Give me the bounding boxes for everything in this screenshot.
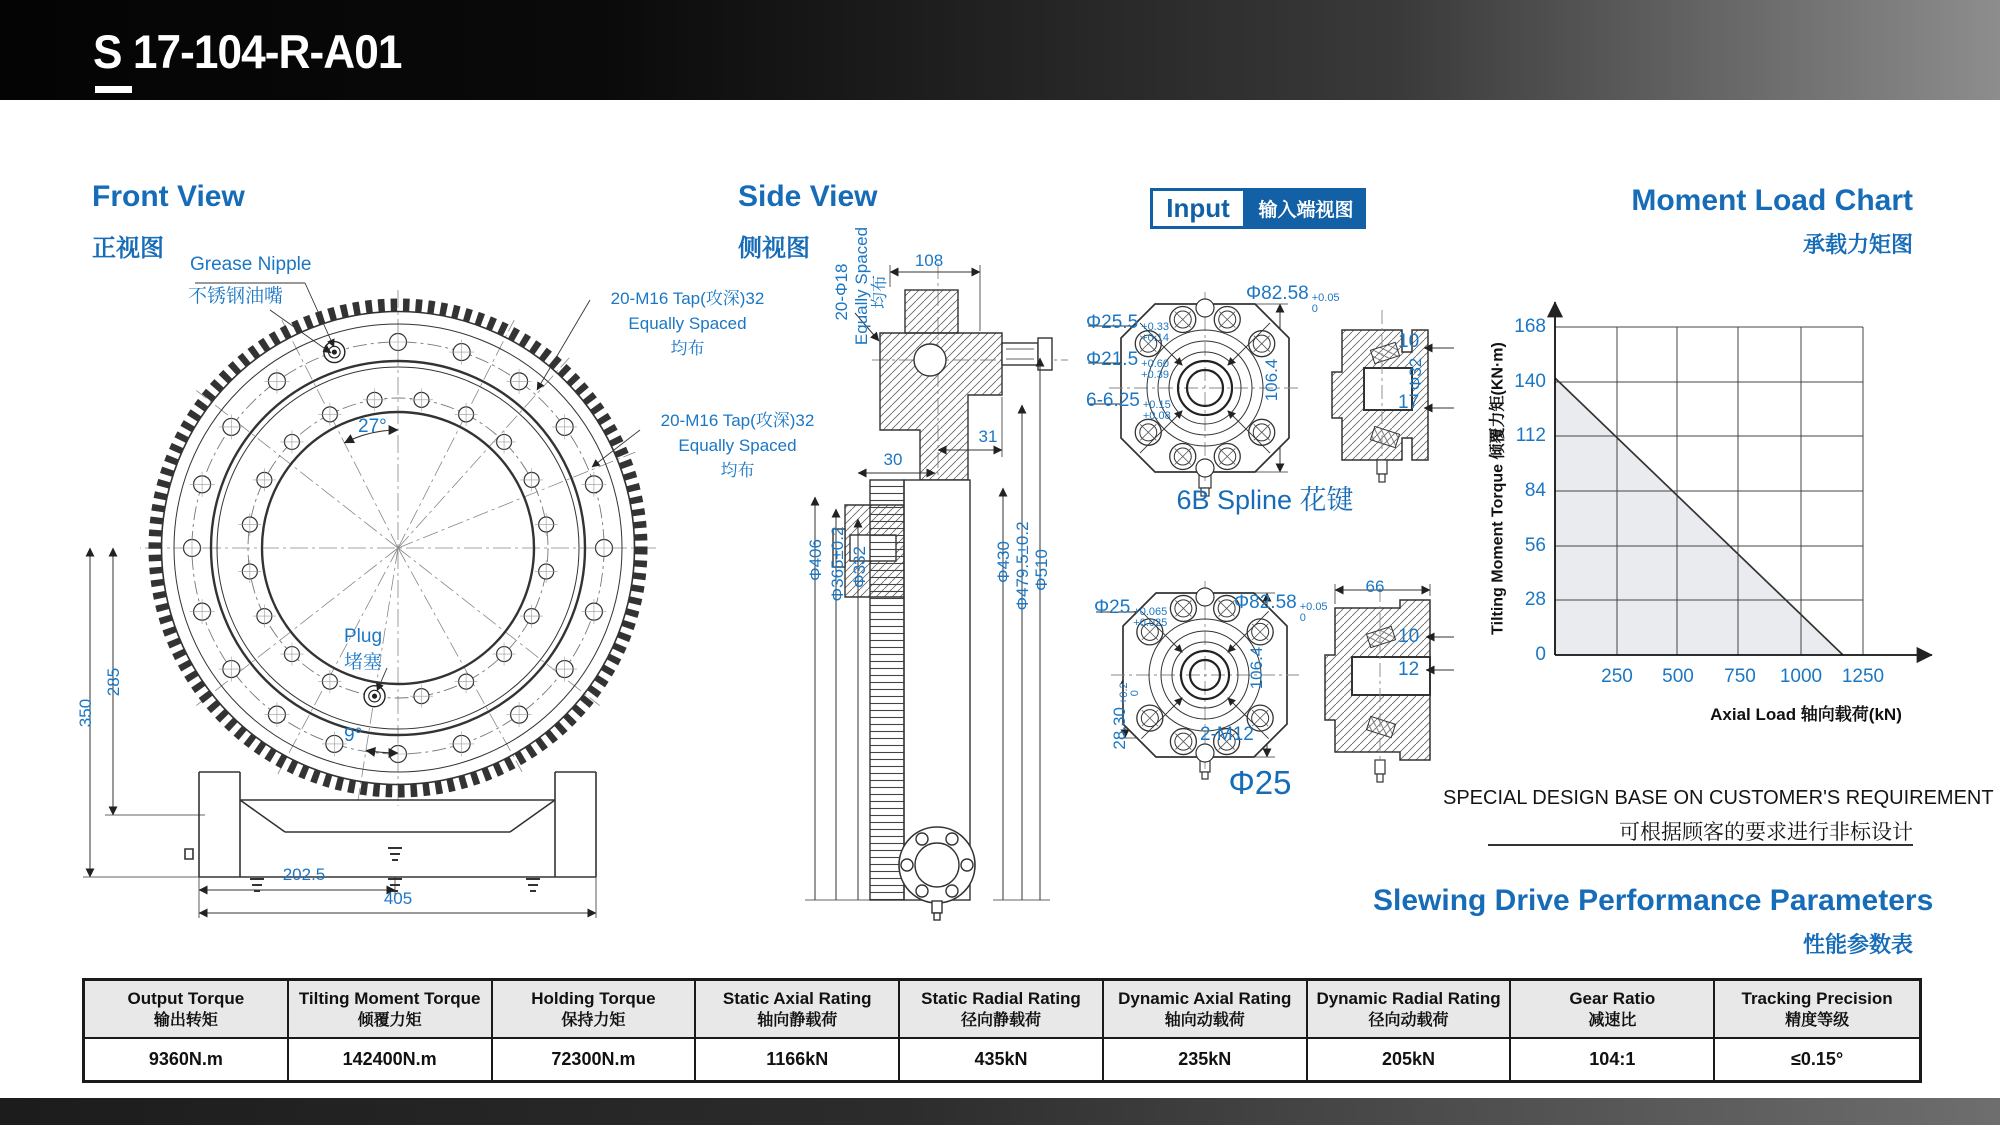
table-value-static-radial: 435kN (900, 1039, 1104, 1080)
side-holes-l2: Equally Spaced (852, 226, 871, 346)
model-underline (95, 86, 132, 93)
dim-phi82-25: Φ82.58 +0.05 0 (1234, 592, 1328, 624)
ytick-0: 0 (1535, 644, 1546, 665)
note-divider (1488, 844, 1913, 846)
performance-title: Slewing Drive Performance Parameters (1373, 884, 1934, 917)
dim-phi25-in: Φ25 +0.065 +0.025 (1094, 597, 1168, 629)
side-view-title: Side View (738, 180, 878, 213)
chart-ylabel: Tilting Moment Torque 倾覆力矩(KN·m) (1489, 342, 1507, 635)
ytick-56: 56 (1524, 535, 1546, 556)
xtick-500: 500 (1662, 666, 1694, 687)
dim-202-5: 202.5 (282, 865, 326, 884)
ytick-84: 84 (1524, 480, 1546, 501)
input-view-badge (1150, 188, 1366, 229)
footer-bar (0, 1098, 2000, 1125)
ytick-112: 112 (1515, 425, 1546, 446)
side-holes-l1: 20-Φ18 (832, 263, 851, 321)
spline-6b-caption: 6B Spline 花键 (1176, 485, 1354, 515)
side-view-subtitle: 侧视图 (738, 235, 810, 262)
dim-phi82-6b: Φ82.58 +0.05 0 (1246, 283, 1340, 315)
spline-25-caption: Φ25 (1228, 764, 1292, 801)
table-header-gear-ratio: Gear Ratio 减速比 (1511, 981, 1715, 1039)
dim-108: 108 (914, 251, 944, 270)
dim-106-25: 106.4 (1247, 646, 1266, 690)
dim-phi25-5: Φ25.5 +0.33 +0.14 (1086, 312, 1169, 344)
input-badge-zh: 输入端视图 (1246, 188, 1366, 229)
dim-510: Φ510 (1032, 549, 1051, 591)
tap-callout-1: 20-M16 Tap(攻深)32 Equally Spaced 均布 (610, 289, 765, 358)
dim-10-6b: 10 (1398, 331, 1420, 352)
dim-285: 285 (104, 667, 123, 697)
dim-106-6b: 106.4 (1262, 358, 1281, 402)
xtick-1000: 1000 (1779, 666, 1823, 687)
dim-10-25: 10 (1398, 626, 1420, 647)
angle-27-label: 27° (358, 416, 387, 437)
table-header-dynamic-axial: Dynamic Axial Rating 轴向动载荷 (1104, 981, 1308, 1039)
xtick-750: 750 (1724, 666, 1756, 687)
table-header-tilting-moment: Tilting Moment Torque 倾覆力矩 (289, 981, 493, 1039)
chart-xlabel: Axial Load 轴向载荷(kN) (1710, 705, 1902, 724)
tap-callout-2: 20-M16 Tap(攻深)32 Equally Spaced 均布 (660, 411, 815, 480)
dim-2-m12: 2-M12 (1200, 724, 1254, 745)
dim-30: 30 (883, 450, 903, 469)
table-header-dynamic-radial: Dynamic Radial Rating 径向动载荷 (1308, 981, 1512, 1039)
table-value-tilting-moment: 142400N.m (289, 1039, 493, 1080)
side-holes-l3: 均布 (870, 275, 889, 309)
table-value-dynamic-axial: 235kN (1104, 1039, 1308, 1080)
table-header-tracking-precision: Tracking Precision 精度等级 (1715, 981, 1919, 1039)
dim-430: Φ430 (994, 541, 1013, 583)
model-number: S 17-104-R-A01 (93, 25, 402, 78)
ytick-140: 140 (1514, 371, 1546, 392)
xtick-250: 250 (1601, 666, 1633, 687)
table-value-tracking-precision: ≤0.15° (1715, 1039, 1919, 1080)
performance-subtitle: 性能参数表 (1802, 932, 1913, 957)
front-view-title: Front View (92, 180, 245, 213)
table-value-dynamic-radial: 205kN (1308, 1039, 1512, 1080)
table-header-output-torque: Output Torque 输出转矩 (85, 981, 289, 1039)
table-header-holding-torque: Holding Torque 保持力矩 (493, 981, 697, 1039)
ytick-28: 28 (1524, 589, 1546, 610)
dim-28-30: 28.30 +0.2 0 (1110, 682, 1141, 750)
performance-table (82, 978, 1922, 1083)
input-badge-en: Input (1150, 188, 1246, 229)
dim-479: Φ479.5±0.2 (1013, 521, 1032, 611)
dim-12-25: 12 (1398, 659, 1420, 680)
angle-9-label: 9° (344, 725, 363, 746)
xtick-1250: 1250 (1841, 666, 1885, 687)
plug-label-en: Plug (344, 626, 383, 647)
dim-405: 405 (383, 889, 413, 908)
dim-365: Φ365±0.2 (828, 526, 847, 602)
special-note-en: SPECIAL DESIGN BASE ON CUSTOMER'S REQUIREMENT (1443, 787, 1994, 809)
dim-31: 31 (978, 427, 998, 446)
dim-406: Φ406 (806, 539, 825, 581)
dim-66: 66 (1365, 577, 1385, 596)
special-note-zh: 可根据顾客的要求进行非标设计 (1619, 821, 1913, 844)
chart-subtitle: 承载力矩图 (1802, 232, 1913, 257)
dim-350: 350 (76, 698, 95, 728)
table-value-static-axial: 1166kN (696, 1039, 900, 1080)
grease-nipple-label-zh: 不锈钢油嘴 (188, 286, 284, 307)
table-header-static-axial: Static Axial Rating 轴向静载荷 (696, 981, 900, 1039)
moment-load-chart (1480, 280, 1960, 690)
chart-title: Moment Load Chart (1631, 184, 1913, 217)
dim-6-6-25: 6-6.25 +0.15 +0.08 (1086, 390, 1171, 422)
plug-label-zh: 堵塞 (344, 652, 383, 673)
grease-nipple-label-en: Grease Nipple (190, 254, 312, 275)
dim-phi32-6b: Φ32 (1406, 357, 1425, 391)
front-view-subtitle: 正视图 (92, 235, 164, 262)
dim-332: Φ332 (850, 546, 869, 588)
table-header-static-radial: Static Radial Rating 径向静载荷 (900, 981, 1104, 1039)
table-value-holding-torque: 72300N.m (493, 1039, 697, 1080)
table-value-gear-ratio: 104:1 (1511, 1039, 1715, 1080)
table-value-output-torque: 9360N.m (85, 1039, 289, 1080)
dim-17-6b: 17 (1398, 392, 1420, 413)
ytick-168: 168 (1514, 316, 1546, 337)
dim-phi21-5: Φ21.5 +0.60 +0.39 (1086, 349, 1169, 381)
